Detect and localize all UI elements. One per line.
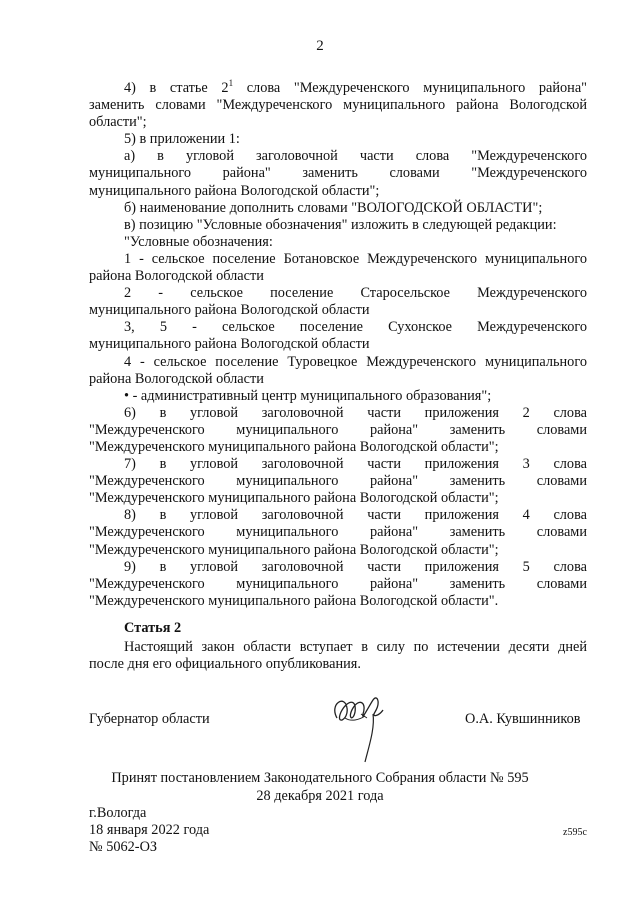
item-9-line-2: "Междуреченского муниципального района" заменить словами bbox=[89, 575, 587, 592]
legend-35-line-2: муниципального района Вологодской области bbox=[89, 336, 370, 353]
item-4-line-1 bbox=[89, 75, 587, 97]
footer-city: г.Вологда bbox=[89, 805, 147, 821]
legend-1-line-1: 1 - сельское поселение Ботановское Междуреченского муниципального bbox=[124, 250, 587, 267]
legend-35-line-1: 3, 5 - сельское поселение Сухонское Междуреченского bbox=[124, 319, 587, 336]
adoption-line-1: Принят постановлением Законодательного Собрания области № 595 bbox=[111, 770, 529, 786]
item-7-line-3: "Междуреченского муниципального района Вологодской области"; bbox=[89, 490, 499, 507]
item-5a-line-1: а) в угловой заголовочной части слова "Междуреченского bbox=[124, 148, 587, 165]
footer-date: 18 января 2022 года bbox=[89, 822, 210, 838]
adoption-line-2: 28 декабря 2021 года bbox=[256, 788, 384, 804]
footer-number: № 5062-ОЗ bbox=[89, 839, 158, 855]
item-8-line-2: "Междуреченского муниципального района" заменить словами bbox=[89, 524, 587, 541]
item-7-line-2: "Междуреченского муниципального района" заменить словами bbox=[89, 473, 587, 490]
item-6-line-1: 6) в угловой заголовочной части приложения 2 слова bbox=[124, 404, 587, 421]
article-2-line-2: после дня его официального опубликования. bbox=[89, 656, 361, 673]
item-8-line-1: 8) в угловой заголовочной части приложения 4 слова bbox=[124, 507, 587, 524]
item-4-text: 4) в статье 2 bbox=[124, 80, 229, 96]
item-5c: в) позицию "Условные обозначения" изложить в следующей редакции: bbox=[124, 216, 557, 233]
legend-admin-center: • - административный центр муниципального образования"; bbox=[124, 387, 492, 404]
item-9-line-3: "Междуреченского муниципального района Вологодской области". bbox=[89, 592, 499, 609]
item-5: 5) в приложении 1: bbox=[124, 131, 240, 148]
item-4-superscript: 1 bbox=[228, 78, 234, 88]
legend-title: "Условные обозначения: bbox=[124, 233, 273, 250]
handwritten-signature bbox=[325, 688, 395, 768]
item-7-line-1: 7) в угловой заголовочной части приложения 3 слова bbox=[124, 456, 587, 473]
amendments-list bbox=[89, 75, 587, 610]
item-4-text-end: слова "Междуреченского муниципального района" bbox=[233, 80, 588, 96]
item-9-line-1: 9) в угловой заголовочной части приложения 5 слова bbox=[124, 558, 587, 575]
legend-4-line-2: района Вологодской области bbox=[89, 370, 264, 387]
item-5a-line-3: муниципального района Вологодской области"; bbox=[89, 182, 380, 199]
item-8-line-3: "Междуреченского муниципального района Вологодской области"; bbox=[89, 541, 499, 558]
signatory-title: Губернатор области bbox=[89, 711, 210, 727]
article-2-heading: Статья 2 bbox=[124, 620, 182, 636]
item-4-line-2: заменить словами "Междуреченского муниципального района Вологодской bbox=[89, 97, 587, 114]
item-6-line-3: "Междуреченского муниципального района Вологодской области"; bbox=[89, 438, 499, 455]
item-5a-line-2: муниципального района" заменить словами "Междуреченского bbox=[89, 165, 587, 182]
item-4-line-3: области"; bbox=[89, 114, 147, 131]
article-2-line-1: Настоящий закон области вступает в силу по истечении десяти дней bbox=[124, 639, 587, 655]
item-6-line-2: "Междуреченского муниципального района" заменить словами bbox=[89, 421, 587, 438]
legend-1-line-2: района Вологодской области bbox=[89, 268, 264, 285]
item-5b: б) наименование дополнить словами "ВОЛОГОДСКОЙ ОБЛАСТИ"; bbox=[124, 199, 543, 216]
legend-4-line-1: 4 - сельское поселение Туровецкое Междуреченского муниципального bbox=[124, 353, 587, 370]
legend-2-line-1: 2 - сельское поселение Старосельское Междуреченского bbox=[124, 285, 587, 302]
document-code: z595c bbox=[563, 827, 587, 838]
legend-2-line-2: муниципального района Вологодской области bbox=[89, 302, 370, 319]
article-2-body bbox=[89, 639, 587, 673]
signatory-name: О.А. Кувшинников bbox=[465, 711, 581, 727]
page-number: 2 bbox=[316, 38, 324, 54]
